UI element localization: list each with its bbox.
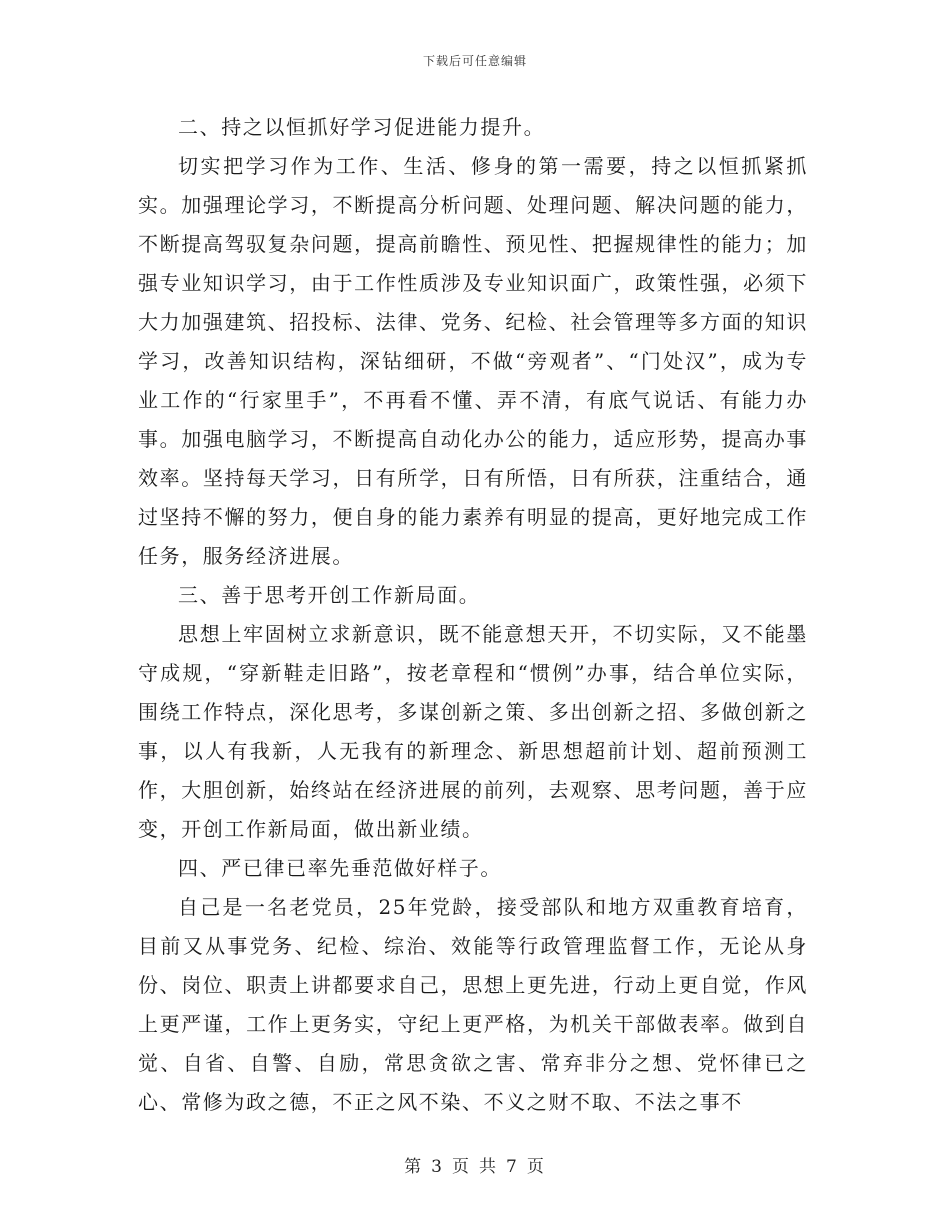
- total-pages-number: 7: [506, 1157, 519, 1177]
- footer-total-word: 共: [479, 1157, 498, 1177]
- body-paragraph: 思想上牢固树立求新意识，既不能意想天开，不切实际，又不能墨守成规，“穿新鞋走旧路”，按老章程和“惯例”办事，结合单位实际，围绕工作特点，深化思考，多谋创新之策、多出创新之招、多做创新之事，以人有我新，人无我有的新理念、新思想超前计划、超前预测工作，大胆创新，始终站在经济进展的前列，去观察、思考问题，善于应变，开创工作新局面，做出新业绩。: [138, 622, 808, 841]
- document-body: [138, 108, 808, 1122]
- section-heading-4: 四、严已律已率先垂范做好样子。: [178, 856, 502, 880]
- footer-page-word: 页: [452, 1157, 471, 1177]
- body-paragraph: 切实把学习作为工作、生活、修身的第一需要，持之以恒抓紧抓实。加强理论学习，不断提高分析问题、处理问题、解决问题的能力，不断提高驾驭复杂问题，提高前瞻性、预见性、把握规律性的能力；加强专业知识学习，由于工作性质涉及专业知识面广，政策性强，必须下大力加强建筑、招投标、法律、党务、纪检、社会管理等多方面的知识学习，改善知识结构，深钻细研，不做“旁观者”、“门处汉”，成为专业工作的“行家里手”，不再看不懂、弄不清，有底气说话、有能力办事。加强电脑学习，不断提高自动化办公的能力，适应形势，提高办事效率。坚持每天学习，日有所学，日有所悟，日有所获，注重结合，通过坚持不懈的努力，便自身的能力素养有明显的提高，更好地完成工作任务，服务经济进展。: [138, 154, 808, 568]
- footer-prefix: 第: [404, 1157, 424, 1177]
- body-paragraph: 自己是一名老党员，25年党龄，接受部队和地方双重教育培育，目前又从事党务、纪检、综治、效能等行政管理监督工作，无论从身份、岗位、职责上讲都要求自己，思想上更先进，行动上更自觉，作风上更严谨，工作上更务实，守纪上更严格，为机关干部做表率。做到自觉、自省、自警、自励，常思贪欲之害、常弃非分之想、党怀律已之心、常修为政之德，不正之风不染、不义之财不取、不法之事不: [138, 895, 808, 1114]
- section-heading-2: 二、持之以恒抓好学习促进能力提升。: [178, 115, 546, 139]
- section-heading-3: 三、善于思考开创工作新局面。: [178, 583, 481, 607]
- current-page-number: 3: [431, 1157, 444, 1177]
- page-header: 下载后可任意编辑: [422, 54, 527, 68]
- page-footer: [0, 1152, 950, 1177]
- footer-suffix: 页: [526, 1157, 546, 1177]
